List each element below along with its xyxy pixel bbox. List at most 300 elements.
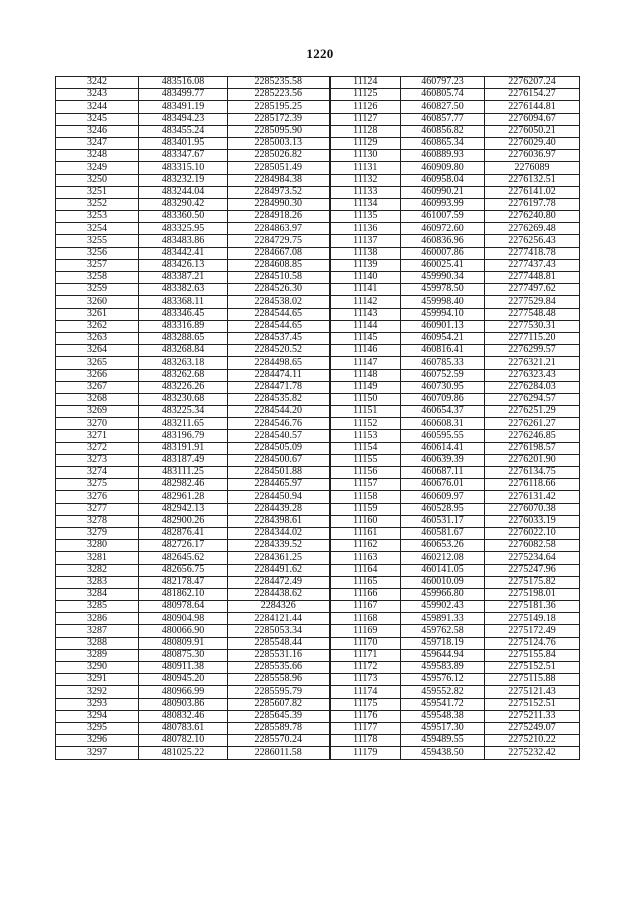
table-row bbox=[56, 320, 580, 332]
point-id-cell: 11149 bbox=[330, 381, 401, 393]
y-coordinate-cell: 2284538.02 bbox=[228, 296, 330, 308]
y-coordinate-cell: 2284537.45 bbox=[228, 332, 330, 344]
point-id-cell: 3256 bbox=[56, 247, 139, 259]
point-id-cell: 11134 bbox=[330, 198, 401, 210]
y-coordinate-cell: 2276198.57 bbox=[485, 442, 580, 454]
y-coordinate-cell: 2284667.08 bbox=[228, 247, 330, 259]
table-row bbox=[56, 89, 580, 101]
table-row bbox=[56, 357, 580, 369]
point-id-cell: 11161 bbox=[330, 527, 401, 539]
page-number: 1220 bbox=[306, 46, 334, 61]
y-coordinate-cell: 2285535.66 bbox=[228, 662, 330, 674]
x-coordinate-cell: 459583.89 bbox=[401, 662, 485, 674]
y-coordinate-cell: 2275152.51 bbox=[485, 698, 580, 710]
y-coordinate-cell: 2276246.85 bbox=[485, 430, 580, 442]
point-id-cell: 3278 bbox=[56, 515, 139, 527]
x-coordinate-cell: 481025.22 bbox=[139, 747, 228, 759]
table-row bbox=[56, 467, 580, 479]
point-id-cell: 3286 bbox=[56, 613, 139, 625]
x-coordinate-cell: 460827.50 bbox=[401, 101, 485, 113]
y-coordinate-cell: 2276299.57 bbox=[485, 345, 580, 357]
x-coordinate-cell: 482961.28 bbox=[139, 491, 228, 503]
x-coordinate-cell: 460856.82 bbox=[401, 125, 485, 137]
x-coordinate-cell: 460581.67 bbox=[401, 527, 485, 539]
y-coordinate-cell: 2285223.56 bbox=[228, 89, 330, 101]
x-coordinate-cell: 483325.95 bbox=[139, 223, 228, 235]
y-coordinate-cell: 2275121.43 bbox=[485, 686, 580, 698]
y-coordinate-cell: 2275115.88 bbox=[485, 674, 580, 686]
x-coordinate-cell: 460797.23 bbox=[401, 77, 485, 89]
point-id-cell: 11152 bbox=[330, 418, 401, 430]
y-coordinate-cell: 2284505.09 bbox=[228, 442, 330, 454]
y-coordinate-cell: 2276094.67 bbox=[485, 113, 580, 125]
x-coordinate-cell: 461007.59 bbox=[401, 211, 485, 223]
x-coordinate-cell: 460528.95 bbox=[401, 503, 485, 515]
y-coordinate-cell: 2284526.30 bbox=[228, 284, 330, 296]
y-coordinate-cell: 2276070.38 bbox=[485, 503, 580, 515]
x-coordinate-cell: 459891.33 bbox=[401, 613, 485, 625]
table-row bbox=[56, 649, 580, 661]
table-row bbox=[56, 588, 580, 600]
y-coordinate-cell: 2276154.27 bbox=[485, 89, 580, 101]
table-row bbox=[56, 674, 580, 686]
point-id-cell: 3257 bbox=[56, 259, 139, 271]
point-id-cell: 11177 bbox=[330, 722, 401, 734]
x-coordinate-cell: 483263.18 bbox=[139, 357, 228, 369]
point-id-cell: 11158 bbox=[330, 491, 401, 503]
x-coordinate-cell: 483288.65 bbox=[139, 332, 228, 344]
x-coordinate-cell: 459541.72 bbox=[401, 698, 485, 710]
x-coordinate-cell: 480875.30 bbox=[139, 649, 228, 661]
point-id-cell: 3261 bbox=[56, 308, 139, 320]
point-id-cell: 11171 bbox=[330, 649, 401, 661]
y-coordinate-cell: 2284535.82 bbox=[228, 393, 330, 405]
y-coordinate-cell: 2276321.21 bbox=[485, 357, 580, 369]
x-coordinate-cell: 483262.68 bbox=[139, 369, 228, 381]
point-id-cell: 11131 bbox=[330, 162, 401, 174]
x-coordinate-cell: 460805.74 bbox=[401, 89, 485, 101]
point-id-cell: 3246 bbox=[56, 125, 139, 137]
table-row bbox=[56, 576, 580, 588]
table-row bbox=[56, 479, 580, 491]
y-coordinate-cell: 2276089 bbox=[485, 162, 580, 174]
table-row bbox=[56, 393, 580, 405]
x-coordinate-cell: 460990.21 bbox=[401, 186, 485, 198]
point-id-cell: 11175 bbox=[330, 698, 401, 710]
y-coordinate-cell: 2285095.90 bbox=[228, 125, 330, 137]
y-coordinate-cell: 2275211.33 bbox=[485, 710, 580, 722]
point-id-cell: 3260 bbox=[56, 296, 139, 308]
point-id-cell: 11145 bbox=[330, 332, 401, 344]
point-id-cell: 3284 bbox=[56, 588, 139, 600]
x-coordinate-cell: 460836.96 bbox=[401, 235, 485, 247]
point-id-cell: 3282 bbox=[56, 564, 139, 576]
x-coordinate-cell: 460007.86 bbox=[401, 247, 485, 259]
point-id-cell: 3293 bbox=[56, 698, 139, 710]
x-coordinate-cell: 483316.89 bbox=[139, 320, 228, 332]
y-coordinate-cell: 2284729.75 bbox=[228, 235, 330, 247]
x-coordinate-cell: 460676.01 bbox=[401, 479, 485, 491]
point-id-cell: 3254 bbox=[56, 223, 139, 235]
y-coordinate-cell: 2284326 bbox=[228, 601, 330, 613]
point-id-cell: 11147 bbox=[330, 357, 401, 369]
table-row bbox=[56, 369, 580, 381]
point-id-cell: 11128 bbox=[330, 125, 401, 137]
x-coordinate-cell: 460025.41 bbox=[401, 259, 485, 271]
table-row bbox=[56, 137, 580, 149]
point-id-cell: 3283 bbox=[56, 576, 139, 588]
y-coordinate-cell: 2276050.21 bbox=[485, 125, 580, 137]
y-coordinate-cell: 2284501.88 bbox=[228, 467, 330, 479]
point-id-cell: 11178 bbox=[330, 735, 401, 747]
x-coordinate-cell: 483226.26 bbox=[139, 381, 228, 393]
point-id-cell: 11124 bbox=[330, 77, 401, 89]
x-coordinate-cell: 460709.86 bbox=[401, 393, 485, 405]
x-coordinate-cell: 483347.67 bbox=[139, 150, 228, 162]
x-coordinate-cell: 483387.21 bbox=[139, 272, 228, 284]
coordinates-table bbox=[55, 76, 580, 760]
y-coordinate-cell: 2277529.84 bbox=[485, 296, 580, 308]
point-id-cell: 3268 bbox=[56, 393, 139, 405]
x-coordinate-cell: 460595.55 bbox=[401, 430, 485, 442]
y-coordinate-cell: 2285645.39 bbox=[228, 710, 330, 722]
point-id-cell: 3253 bbox=[56, 211, 139, 223]
table-row bbox=[56, 710, 580, 722]
y-coordinate-cell: 2284520.52 bbox=[228, 345, 330, 357]
x-coordinate-cell: 459902.43 bbox=[401, 601, 485, 613]
y-coordinate-cell: 2285235.58 bbox=[228, 77, 330, 89]
point-id-cell: 11138 bbox=[330, 247, 401, 259]
y-coordinate-cell: 2276207.24 bbox=[485, 77, 580, 89]
x-coordinate-cell: 460909.80 bbox=[401, 162, 485, 174]
table-row bbox=[56, 113, 580, 125]
y-coordinate-cell: 2286011.58 bbox=[228, 747, 330, 759]
y-coordinate-cell: 2285172.39 bbox=[228, 113, 330, 125]
x-coordinate-cell: 459966.80 bbox=[401, 588, 485, 600]
point-id-cell: 11144 bbox=[330, 320, 401, 332]
table-row bbox=[56, 454, 580, 466]
point-id-cell: 11153 bbox=[330, 430, 401, 442]
table-row bbox=[56, 442, 580, 454]
x-coordinate-cell: 483232.19 bbox=[139, 174, 228, 186]
y-coordinate-cell: 2284361.25 bbox=[228, 552, 330, 564]
x-coordinate-cell: 460212.08 bbox=[401, 552, 485, 564]
point-id-cell: 11156 bbox=[330, 467, 401, 479]
point-id-cell: 3290 bbox=[56, 662, 139, 674]
point-id-cell: 11129 bbox=[330, 137, 401, 149]
table-row bbox=[56, 198, 580, 210]
y-coordinate-cell: 2284608.85 bbox=[228, 259, 330, 271]
point-id-cell: 11139 bbox=[330, 259, 401, 271]
x-coordinate-cell: 483244.04 bbox=[139, 186, 228, 198]
point-id-cell: 3280 bbox=[56, 540, 139, 552]
point-id-cell: 11143 bbox=[330, 308, 401, 320]
point-id-cell: 11151 bbox=[330, 406, 401, 418]
x-coordinate-cell: 460889.93 bbox=[401, 150, 485, 162]
y-coordinate-cell: 2275152.51 bbox=[485, 662, 580, 674]
point-id-cell: 3269 bbox=[56, 406, 139, 418]
point-id-cell: 3297 bbox=[56, 747, 139, 759]
y-coordinate-cell: 2275247.96 bbox=[485, 564, 580, 576]
x-coordinate-cell: 459548.38 bbox=[401, 710, 485, 722]
table-row bbox=[56, 332, 580, 344]
table-row bbox=[56, 747, 580, 759]
x-coordinate-cell: 459438.50 bbox=[401, 747, 485, 759]
y-coordinate-cell: 2284546.76 bbox=[228, 418, 330, 430]
y-coordinate-cell: 2284544.65 bbox=[228, 320, 330, 332]
x-coordinate-cell: 460608.31 bbox=[401, 418, 485, 430]
x-coordinate-cell: 483268.84 bbox=[139, 345, 228, 357]
table-row bbox=[56, 381, 580, 393]
y-coordinate-cell: 2284439.28 bbox=[228, 503, 330, 515]
y-coordinate-cell: 2284472.49 bbox=[228, 576, 330, 588]
table-row bbox=[56, 540, 580, 552]
y-coordinate-cell: 2276131.42 bbox=[485, 491, 580, 503]
point-id-cell: 3274 bbox=[56, 467, 139, 479]
point-id-cell: 11174 bbox=[330, 686, 401, 698]
x-coordinate-cell: 480904.98 bbox=[139, 613, 228, 625]
x-coordinate-cell: 460816.41 bbox=[401, 345, 485, 357]
point-id-cell: 3275 bbox=[56, 479, 139, 491]
table-row bbox=[56, 296, 580, 308]
table-row bbox=[56, 150, 580, 162]
point-id-cell: 11165 bbox=[330, 576, 401, 588]
table-row bbox=[56, 613, 580, 625]
y-coordinate-cell: 2276201.90 bbox=[485, 454, 580, 466]
x-coordinate-cell: 483196.79 bbox=[139, 430, 228, 442]
y-coordinate-cell: 2285051.49 bbox=[228, 162, 330, 174]
point-id-cell: 11127 bbox=[330, 113, 401, 125]
point-id-cell: 3244 bbox=[56, 101, 139, 113]
table-row bbox=[56, 186, 580, 198]
x-coordinate-cell: 459489.55 bbox=[401, 735, 485, 747]
y-coordinate-cell: 2284863.97 bbox=[228, 223, 330, 235]
y-coordinate-cell: 2277530.31 bbox=[485, 320, 580, 332]
point-id-cell: 3250 bbox=[56, 174, 139, 186]
x-coordinate-cell: 480978.64 bbox=[139, 601, 228, 613]
point-id-cell: 11136 bbox=[330, 223, 401, 235]
point-id-cell: 3265 bbox=[56, 357, 139, 369]
table-row bbox=[56, 247, 580, 259]
x-coordinate-cell: 483382.63 bbox=[139, 284, 228, 296]
x-coordinate-cell: 459978.50 bbox=[401, 284, 485, 296]
y-coordinate-cell: 2276118.66 bbox=[485, 479, 580, 491]
table-row bbox=[56, 174, 580, 186]
point-id-cell: 3273 bbox=[56, 454, 139, 466]
x-coordinate-cell: 483499.77 bbox=[139, 89, 228, 101]
x-coordinate-cell: 459552.82 bbox=[401, 686, 485, 698]
y-coordinate-cell: 2284450.94 bbox=[228, 491, 330, 503]
x-coordinate-cell: 483230.68 bbox=[139, 393, 228, 405]
point-id-cell: 3255 bbox=[56, 235, 139, 247]
x-coordinate-cell: 460954.21 bbox=[401, 332, 485, 344]
table-row bbox=[56, 515, 580, 527]
point-id-cell: 3259 bbox=[56, 284, 139, 296]
x-coordinate-cell: 483187.49 bbox=[139, 454, 228, 466]
y-coordinate-cell: 2285548.44 bbox=[228, 637, 330, 649]
y-coordinate-cell: 2276294.57 bbox=[485, 393, 580, 405]
table-row bbox=[56, 308, 580, 320]
y-coordinate-cell: 2284474.11 bbox=[228, 369, 330, 381]
x-coordinate-cell: 460614.41 bbox=[401, 442, 485, 454]
point-id-cell: 3281 bbox=[56, 552, 139, 564]
x-coordinate-cell: 459517.30 bbox=[401, 722, 485, 734]
point-id-cell: 11155 bbox=[330, 454, 401, 466]
y-coordinate-cell: 2284540.57 bbox=[228, 430, 330, 442]
x-coordinate-cell: 482942.13 bbox=[139, 503, 228, 515]
point-id-cell: 3242 bbox=[56, 77, 139, 89]
y-coordinate-cell: 2284121.44 bbox=[228, 613, 330, 625]
point-id-cell: 11162 bbox=[330, 540, 401, 552]
x-coordinate-cell: 483483.86 bbox=[139, 235, 228, 247]
x-coordinate-cell: 482645.62 bbox=[139, 552, 228, 564]
x-coordinate-cell: 483225.34 bbox=[139, 406, 228, 418]
x-coordinate-cell: 480945.20 bbox=[139, 674, 228, 686]
x-coordinate-cell: 483442.41 bbox=[139, 247, 228, 259]
x-coordinate-cell: 480809.91 bbox=[139, 637, 228, 649]
point-id-cell: 3247 bbox=[56, 137, 139, 149]
x-coordinate-cell: 480832.46 bbox=[139, 710, 228, 722]
y-coordinate-cell: 2276284.03 bbox=[485, 381, 580, 393]
table-row bbox=[56, 284, 580, 296]
table-row bbox=[56, 662, 580, 674]
y-coordinate-cell: 2275172.49 bbox=[485, 625, 580, 637]
x-coordinate-cell: 460993.99 bbox=[401, 198, 485, 210]
coordinates-table-body bbox=[56, 77, 580, 760]
y-coordinate-cell: 2285570.24 bbox=[228, 735, 330, 747]
point-id-cell: 11169 bbox=[330, 625, 401, 637]
table-row bbox=[56, 259, 580, 271]
y-coordinate-cell: 2276134.75 bbox=[485, 467, 580, 479]
x-coordinate-cell: 460901.13 bbox=[401, 320, 485, 332]
x-coordinate-cell: 460865.34 bbox=[401, 137, 485, 149]
x-coordinate-cell: 460730.95 bbox=[401, 381, 485, 393]
point-id-cell: 11141 bbox=[330, 284, 401, 296]
point-id-cell: 3277 bbox=[56, 503, 139, 515]
x-coordinate-cell: 482876.41 bbox=[139, 527, 228, 539]
x-coordinate-cell: 480783.61 bbox=[139, 722, 228, 734]
y-coordinate-cell: 2276082.58 bbox=[485, 540, 580, 552]
x-coordinate-cell: 483315.10 bbox=[139, 162, 228, 174]
point-id-cell: 11130 bbox=[330, 150, 401, 162]
y-coordinate-cell: 2284500.67 bbox=[228, 454, 330, 466]
y-coordinate-cell: 2284398.61 bbox=[228, 515, 330, 527]
y-coordinate-cell: 2275149.18 bbox=[485, 613, 580, 625]
point-id-cell: 11166 bbox=[330, 588, 401, 600]
y-coordinate-cell: 2276251.29 bbox=[485, 406, 580, 418]
table-row bbox=[56, 406, 580, 418]
x-coordinate-cell: 460609.97 bbox=[401, 491, 485, 503]
y-coordinate-cell: 2276323.43 bbox=[485, 369, 580, 381]
x-coordinate-cell: 480066.90 bbox=[139, 625, 228, 637]
y-coordinate-cell: 2275124.76 bbox=[485, 637, 580, 649]
point-id-cell: 3279 bbox=[56, 527, 139, 539]
x-coordinate-cell: 482178.47 bbox=[139, 576, 228, 588]
x-coordinate-cell: 482982.46 bbox=[139, 479, 228, 491]
point-id-cell: 11154 bbox=[330, 442, 401, 454]
x-coordinate-cell: 483211.65 bbox=[139, 418, 228, 430]
y-coordinate-cell: 2277437.43 bbox=[485, 259, 580, 271]
x-coordinate-cell: 460141.05 bbox=[401, 564, 485, 576]
point-id-cell: 3292 bbox=[56, 686, 139, 698]
y-coordinate-cell: 2275181.36 bbox=[485, 601, 580, 613]
table-row bbox=[56, 345, 580, 357]
y-coordinate-cell: 2277115.20 bbox=[485, 332, 580, 344]
point-id-cell: 11159 bbox=[330, 503, 401, 515]
point-id-cell: 11132 bbox=[330, 174, 401, 186]
table-row bbox=[56, 101, 580, 113]
y-coordinate-cell: 2285595.79 bbox=[228, 686, 330, 698]
y-coordinate-cell: 2284465.97 bbox=[228, 479, 330, 491]
x-coordinate-cell: 483426.13 bbox=[139, 259, 228, 271]
y-coordinate-cell: 2277448.81 bbox=[485, 272, 580, 284]
y-coordinate-cell: 2276132.51 bbox=[485, 174, 580, 186]
table-row bbox=[56, 77, 580, 89]
y-coordinate-cell: 2275210.22 bbox=[485, 735, 580, 747]
table-row bbox=[56, 686, 580, 698]
point-id-cell: 11140 bbox=[330, 272, 401, 284]
point-id-cell: 3296 bbox=[56, 735, 139, 747]
point-id-cell: 3287 bbox=[56, 625, 139, 637]
point-id-cell: 3291 bbox=[56, 674, 139, 686]
y-coordinate-cell: 2275155.84 bbox=[485, 649, 580, 661]
point-id-cell: 3243 bbox=[56, 89, 139, 101]
table-row bbox=[56, 722, 580, 734]
point-id-cell: 11125 bbox=[330, 89, 401, 101]
y-coordinate-cell: 2285589.78 bbox=[228, 722, 330, 734]
x-coordinate-cell: 480911.38 bbox=[139, 662, 228, 674]
table-row bbox=[56, 637, 580, 649]
point-id-cell: 3285 bbox=[56, 601, 139, 613]
table-row bbox=[56, 125, 580, 137]
point-id-cell: 11157 bbox=[330, 479, 401, 491]
x-coordinate-cell: 483290.42 bbox=[139, 198, 228, 210]
y-coordinate-cell: 2276029.40 bbox=[485, 137, 580, 149]
point-id-cell: 3267 bbox=[56, 381, 139, 393]
x-coordinate-cell: 482656.75 bbox=[139, 564, 228, 576]
point-id-cell: 11126 bbox=[330, 101, 401, 113]
table-row bbox=[56, 430, 580, 442]
point-id-cell: 11135 bbox=[330, 211, 401, 223]
y-coordinate-cell: 2276141.02 bbox=[485, 186, 580, 198]
y-coordinate-cell: 2284498.65 bbox=[228, 357, 330, 369]
x-coordinate-cell: 460785.33 bbox=[401, 357, 485, 369]
point-id-cell: 3276 bbox=[56, 491, 139, 503]
x-coordinate-cell: 480903.86 bbox=[139, 698, 228, 710]
x-coordinate-cell: 459994.10 bbox=[401, 308, 485, 320]
y-coordinate-cell: 2284544.20 bbox=[228, 406, 330, 418]
table-row bbox=[56, 491, 580, 503]
x-coordinate-cell: 483494.23 bbox=[139, 113, 228, 125]
table-row bbox=[56, 223, 580, 235]
y-coordinate-cell: 2275198.01 bbox=[485, 588, 580, 600]
y-coordinate-cell: 2284984.38 bbox=[228, 174, 330, 186]
point-id-cell: 11133 bbox=[330, 186, 401, 198]
y-coordinate-cell: 2284339.52 bbox=[228, 540, 330, 552]
x-coordinate-cell: 460857.77 bbox=[401, 113, 485, 125]
y-coordinate-cell: 2284471.78 bbox=[228, 381, 330, 393]
y-coordinate-cell: 2285053.34 bbox=[228, 625, 330, 637]
y-coordinate-cell: 2276033.19 bbox=[485, 515, 580, 527]
x-coordinate-cell: 459644.94 bbox=[401, 649, 485, 661]
y-coordinate-cell: 2284510.58 bbox=[228, 272, 330, 284]
x-coordinate-cell: 459998.40 bbox=[401, 296, 485, 308]
y-coordinate-cell: 2275234.64 bbox=[485, 552, 580, 564]
y-coordinate-cell: 2284918.26 bbox=[228, 211, 330, 223]
x-coordinate-cell: 459762.58 bbox=[401, 625, 485, 637]
point-id-cell: 11179 bbox=[330, 747, 401, 759]
point-id-cell: 11176 bbox=[330, 710, 401, 722]
